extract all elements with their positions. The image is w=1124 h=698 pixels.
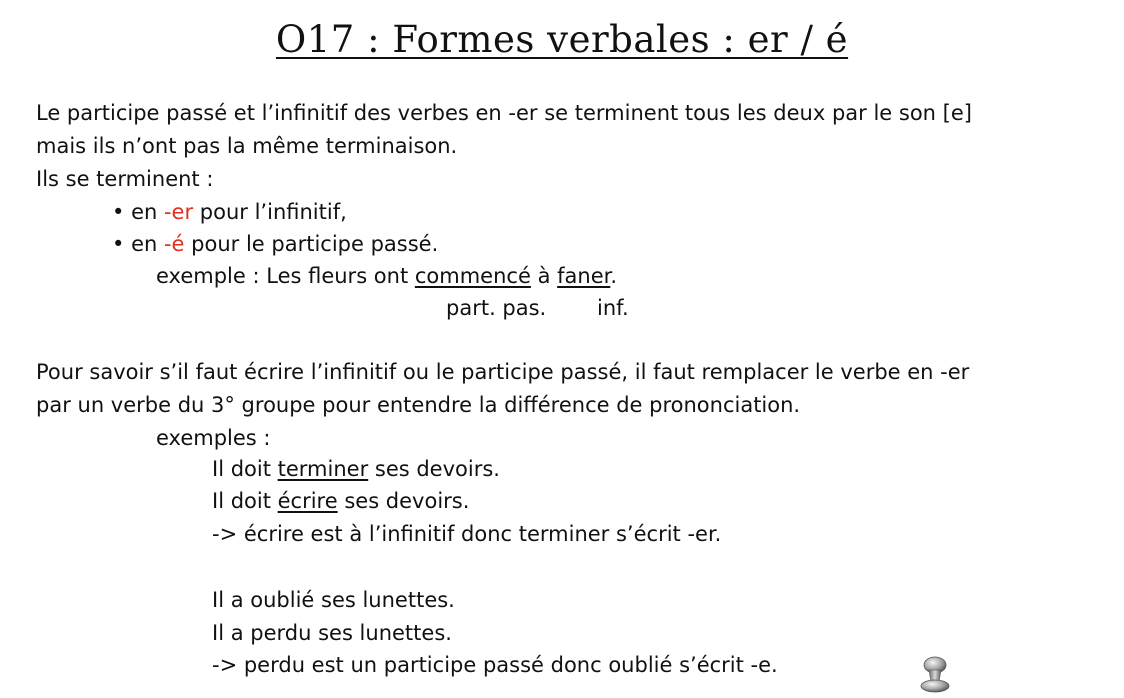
page-title [0,18,1124,61]
examples-label: exemples : [156,426,271,450]
example-b3: -> perdu est un participe passé donc oublié s’écrit -e. [212,653,778,677]
method-line-2: par un verbe du 3° groupe pour entendre la différence de prononciation. [36,393,801,417]
tag-part-pas: part. pas. [446,296,547,320]
bullet-marker: • [112,232,125,256]
example-middle: à [530,264,558,288]
intro-line-3: Ils se terminent : [36,167,214,191]
intro-line-2: mais ils n’ont pas la même terminaison. [36,134,458,158]
example-text-before: Les fleurs ont [266,264,415,288]
example-word-terminer: terminer [277,457,369,481]
page-title-text: O17 : Formes verbales : er / é [275,18,849,61]
example-end: . [610,264,618,288]
example-sentence [156,263,617,289]
example-word-commence: commencé [414,264,531,288]
example-a2 [212,488,469,514]
ending-er: -er [163,200,194,224]
example-b2: Il a perdu ses lunettes. [212,621,452,645]
example-label: exemple : [156,264,267,288]
example-a2-after: ses devoirs. [337,489,470,513]
bullet-suffix: pour le participe passé. [184,232,439,256]
pushpin-icon [918,656,952,698]
example-word-ecrire: écrire [277,489,338,513]
method-line-1: Pour savoir s’il faut écrire l’infinitif ou le participe passé, il faut remplacer le verbe en -er [36,360,970,384]
intro-line-1: Le participe passé et l’infinitif des verbes en -er se terminent tous les deux par le son [e] [36,101,972,125]
bullet-marker: • [112,200,125,224]
ending-e: -é [163,232,185,256]
example-b1: Il a oublié ses lunettes. [212,588,455,612]
example-a1-before: Il doit [212,457,278,481]
bullet-prefix: en [131,200,164,224]
example-a2-before: Il doit [212,489,278,513]
bullet-past-participle [112,231,438,257]
bullet-prefix: en [131,232,164,256]
tag-inf: inf. [597,296,629,320]
example-word-faner: faner [557,264,611,288]
example-a1 [212,456,500,482]
example-a3: -> écrire est à l’infinitif donc terminer s’écrit -er. [212,522,722,546]
bullet-infinitive [112,199,347,225]
bullet-suffix: pour l’infinitif, [193,200,347,224]
example-a1-after: ses devoirs. [368,457,500,481]
